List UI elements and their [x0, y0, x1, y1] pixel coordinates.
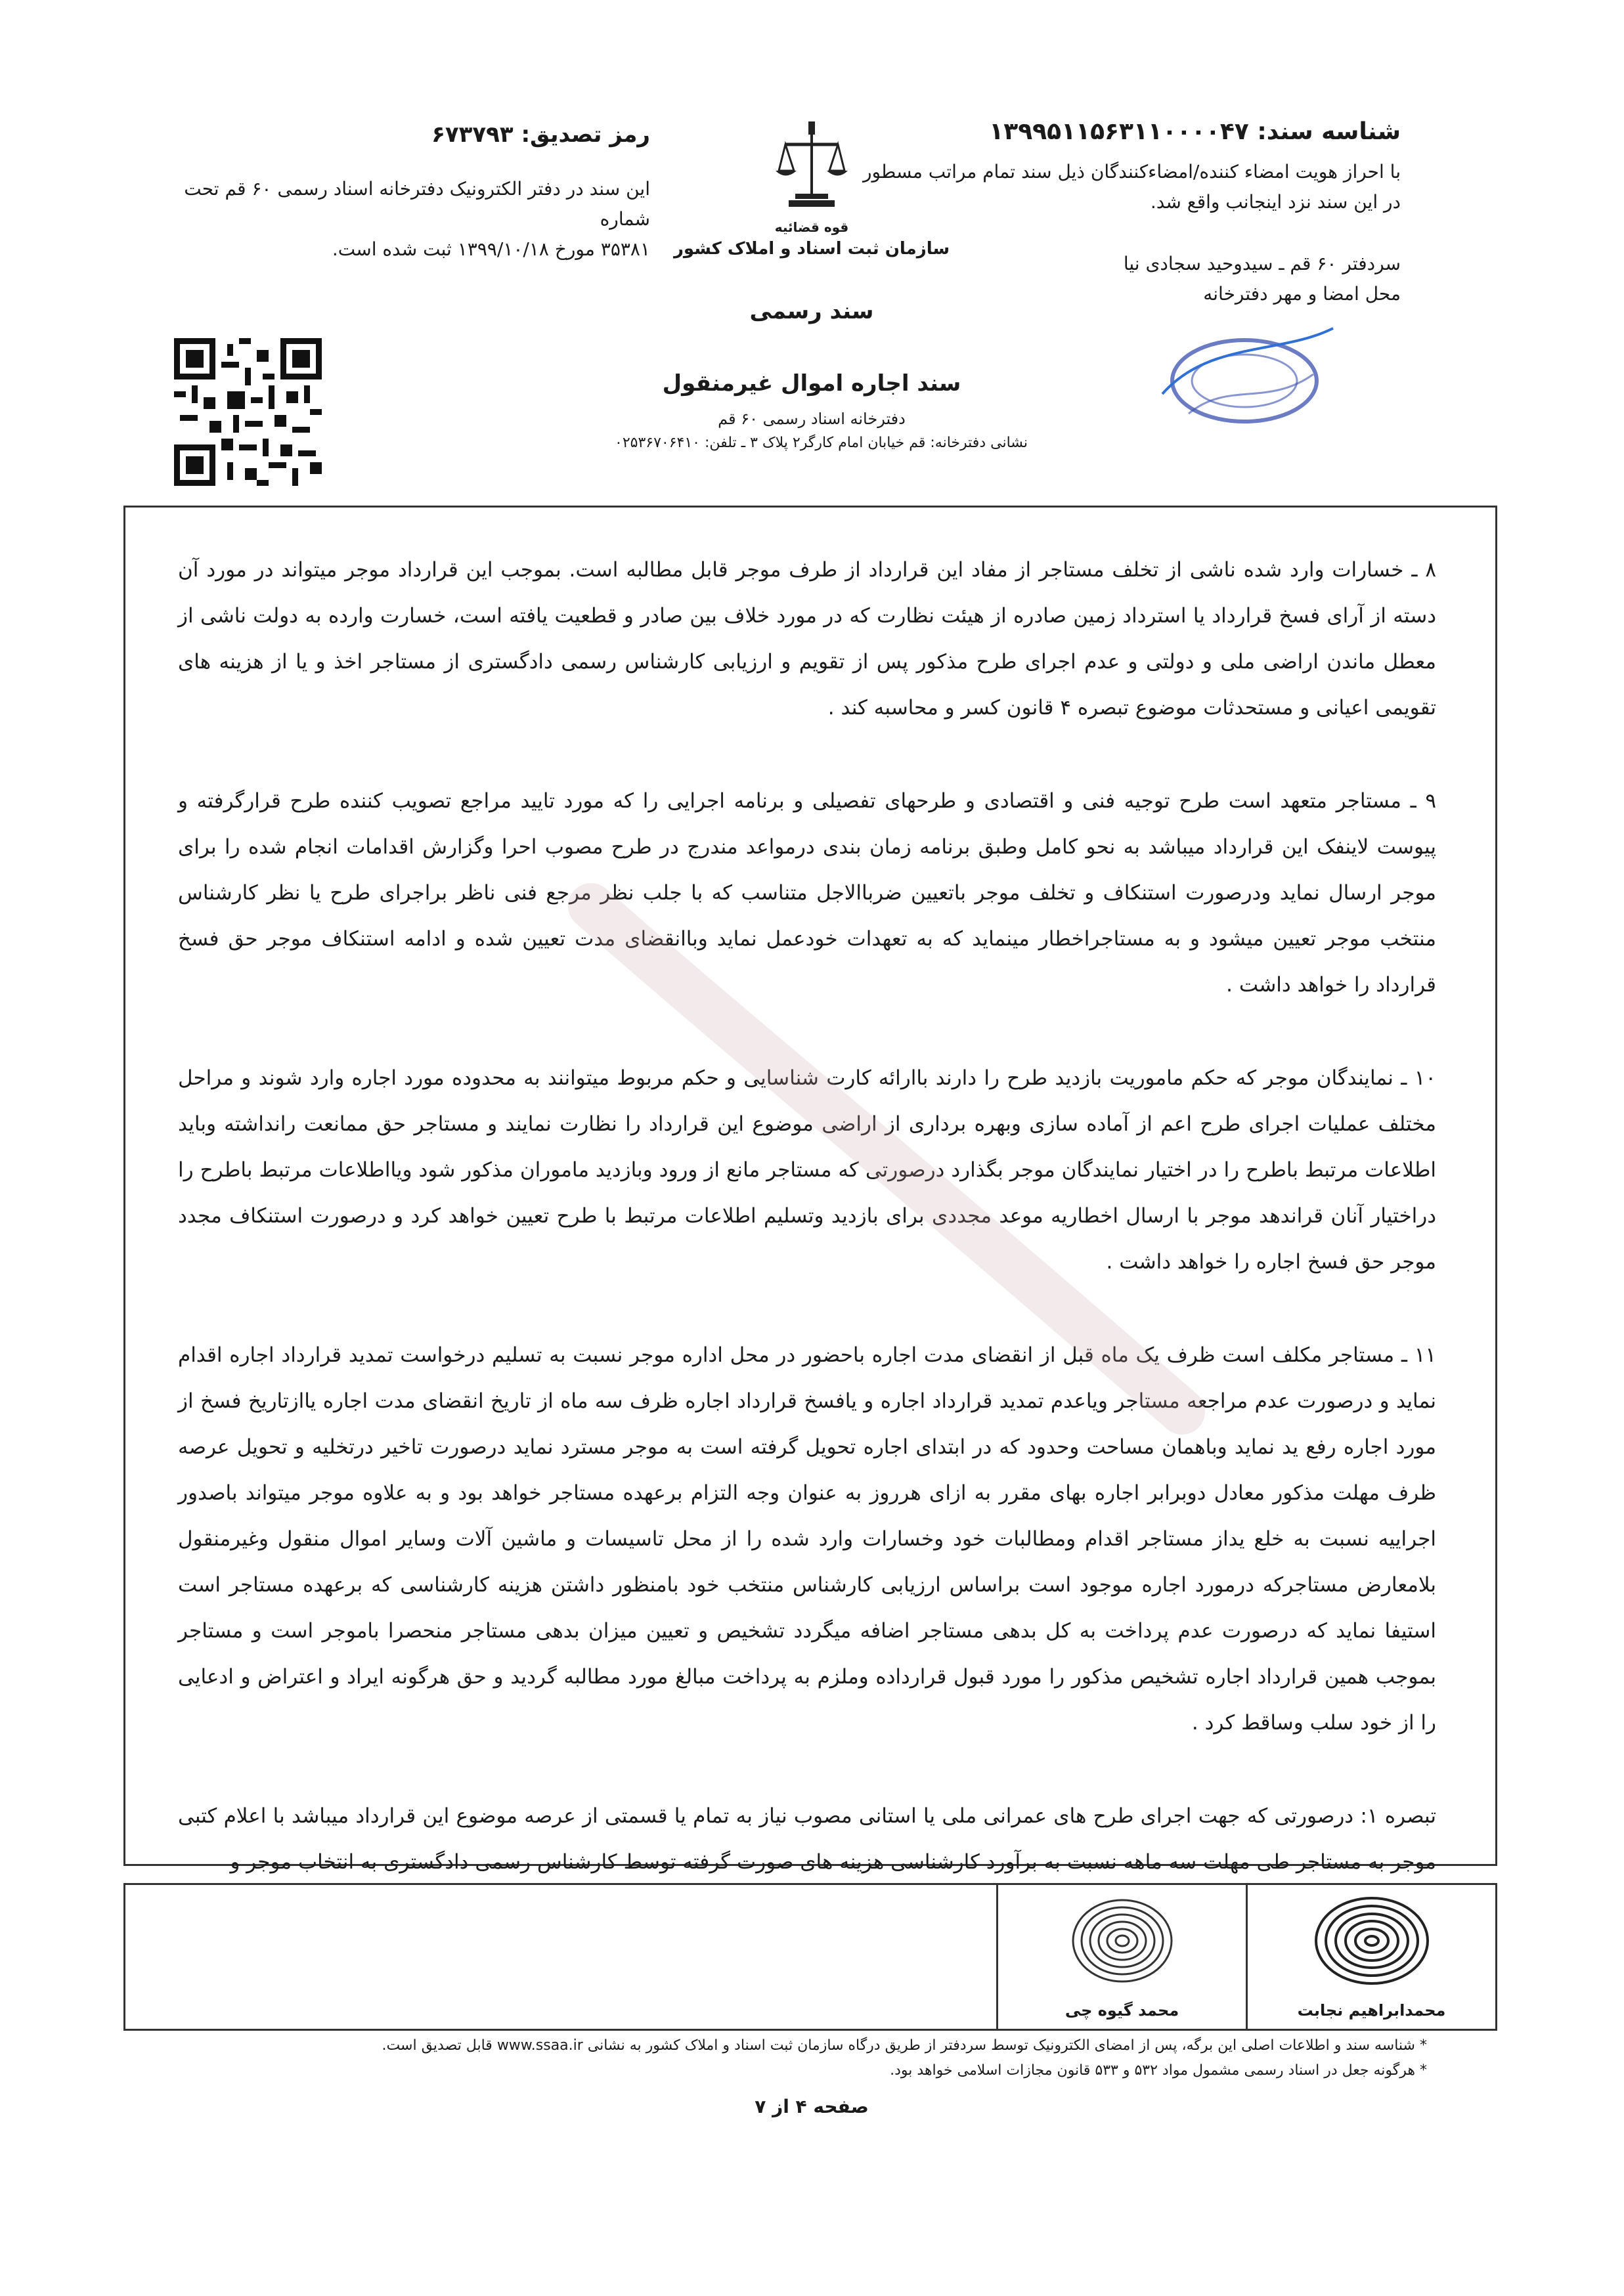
organization-name: سازمان ثبت اسناد و املاک کشور: [673, 239, 950, 259]
judiciary-emblem-icon: [776, 118, 848, 217]
notary-office: دفترخانه اسناد رسمی ۶۰ قم: [718, 410, 906, 428]
qr-code-icon: [174, 338, 322, 486]
body-text: [178, 547, 1436, 1885]
signer-name-2: محمد گیوه چی: [1064, 2001, 1179, 2020]
signature-box: [123, 1883, 1497, 2031]
clause-10: ۱۰ ـ نمایندگان موجر که حکم ماموریت بازدید طرح را دارند باارائه کارت شناسایی و حکم مربوط میتوانند به محدوده مورد اجاره وارد شوند و مراحل مختلف عملیات اجرای طرح اعم از آماده سازی وبهره برداری از اراضی موضوع این قرارداد را نظارت نمایند و مستاجر حق ممانعت رانداشته وباید اطلاعات مرتبط باطرح را در اختیار نمایندگان موجر بگذارد درصورتی که مستاجر مانع از ورود وبازدید ماموران مذکور شود ویااطلاعات مرتبط باطرح را دراختیار آنان قراندهد موجر با ارسال اخطاریه موعد مجددی برای بازدید وتسلیم اطلاعات مرتبط با طرح تعیین خواهد کرد و درصورت استنکاف مجدد موجر حق فسخ اجاره را خواهد داشت .: [178, 1066, 1436, 1274]
page-number: صفحه ۴ از ۷: [755, 2096, 869, 2117]
clause-8: ۸ ـ خسارات وارد شده ناشی از تخلف مستاجر از مفاد این قرارداد از طرف موجر قابل مطالبه است. بموجب این قرارداد موجر میتواند در مورد آن دسته از آرای فسخ قرارداد یا استرداد زمین صادره از هیئت نظارت که در مورد خلاف بین صادر و قطعیت یافته است، خسارت وارده به دولت ناشی از معطل ماندن اراضی ملی و دولتی و عدم اجرای طرح مذکور پس از تقویم و ارزیابی کارشناس رسمی دادگستری از مستاجر اخذ و یا از هزینه های تقویمی اعیانی و مستحدثات موضوع تبصره ۴ قانون کسر و محاسبه کند .: [178, 558, 1436, 720]
fingerprint-icon: [1309, 1892, 1434, 1990]
judiciary-label: قوه قضائیه: [774, 219, 849, 235]
document-title: سند اجاره اموال غیرمنقول: [662, 370, 961, 397]
document-type: سند رسمی: [749, 298, 874, 324]
header-center-block: [615, 118, 1028, 451]
signer-name-1: محمدابراهیم نجابت: [1297, 2001, 1446, 2020]
footer-note-2: * هرگونه جعل در اسناد رسمی مشمول مواد ۵۳۲ و ۵۳۳ قانون مجازات اسلامی خواهد بود.: [890, 2062, 1427, 2079]
document-id: شناسه سند: ۱۳۹۹۵۱۱۵۶۳۱۱۰۰۰۰۴۷: [989, 118, 1401, 145]
registration-line-2: ۳۵۳۸۱ مورخ ۱۳۹۹/۱۰/۱۸ ثبت شده است.: [332, 238, 650, 260]
header-left-block: [151, 121, 650, 265]
document-body: [123, 506, 1497, 1874]
note-1: تبصره ۱: درصورتی که جهت اجرای طرح های عمرانی ملی یا استانی مصوب نیاز به تمام یا قسمتی از عرصه موضوع این قرارداد میباشد با اعلام کتبی موجر به مستاجر طی مهلت سه ماهه نسبت به برآورد کارشناسی هزینه های صورت گرفته توسط کارشناس رسمی دادگستری به انتخاب موجر و: [178, 1804, 1436, 1874]
fingerprint-icon: [1066, 1892, 1178, 1990]
clause-9: ۹ ـ مستاجر متعهد است طرح توجیه فنی و اقتصادی و طرحهای تفصیلی و برنامه اجرایی را که مورد تایید مراجع تصویب کننده طرح قرارگرفته و پیوست لاینفک این قرارداد میباشد به نحو کامل وطبق برنامه زمان بندی درمواعد مندرج در طرح مصوب احرا وگزارش اقدامات انجام شده را برای موجر ارسال نماید ودرصورت استنکاف و تخلف موجر باتعیین ضرباالاجل متناسب که با جلب نظر مرجع فنی ناظر براجرای طرح یا نظر کارشناس منتخب موجر تعیین میشود و به مستاجراخطار مینماید که به تعهدات خودعمل نماید وباانقضای مدت تعیین شده و ادامه استنکاف موجر حق فسخ قرارداد را خواهد داشت .: [178, 789, 1436, 997]
identity-line-2: در این سند نزد اینجانب واقع شد.: [1150, 191, 1401, 213]
seal-place-label: محل امضا و مهر دفترخانه: [1203, 283, 1401, 305]
signer-cell-1: [1246, 1885, 1495, 2029]
verification-code: رمز تصدیق: ۶۷۳۷۹۳: [431, 121, 650, 148]
signer-cell-2: [996, 1885, 1246, 2029]
identity-line-1: با احراز هویت امضاء کننده/امضاءکنندگان ذیل سند تمام مراتب مسطور: [862, 161, 1401, 183]
office-address: نشانی دفترخانه: قم خیابان امام کارگر۲ پلاک ۳ ـ تلفن: ۰۲۵۳۶۷۰۶۴۱۰: [615, 435, 1028, 451]
footer-note-1: * شناسه سند و اطلاعات اصلی این برگه، پس از امضای الکترونیک توسط سردفتر از طریق درگاه سازمان ثبت اسناد و املاک کشور به نشانی www.ssaa.ir قابل تصدیق است.: [382, 2037, 1427, 2054]
registration-line-1: این سند در دفتر الکترونیک دفترخانه اسناد رسمی ۶۰ قم تحت شماره: [184, 178, 650, 230]
notary-name: سردفتر ۶۰ قم ـ سیدوحید سجادی نیا: [1123, 253, 1401, 274]
notary-stamp: [1149, 315, 1340, 433]
clause-11: ۱۱ ـ مستاجر مکلف است ظرف یک ماه قبل از انقضای مدت اجاره باحضور در محل اداره موجر نسبت به تسلیم درخواست تمدید قرارداد اجاره اقدام نماید و درصورت عدم مراجعه مستاجر ویاعدم تمدید قرارداد اجاره و یافسخ قرارداد اجاره ظرف سه ماه از تاریخ انقضای مدت اجاره یاازتاریخ فسخ از مورد اجاره رفع ید نماید وباهمان مساحت وحدود که در ابتدای اجاره تحویل گرفته است به موجر مسترد نماید درصورت تاخیر درتخلیه و تحویل عرصه ظرف مهلت مذکور معادل دوبرابر اجاره بهای مقرر به ازای هرروز به عنوان وجه التزام برعهده مستاجر خواهد بود و به علاوه موجر میتواند باصدور اجراییه نسبت به خلع یداز مستاجر اقدام ومطالبات خود وخسارات وارد شده را از محل تاسیسات و ماشین آلات وسایر اموال منقول وغیرمنقول بلامعارض مستاجرکه درمورد اجاره موجود است براساس ارزیابی کارشناس منتخب خود بامنظور داشتن هزینه کارشناسی که برعهده مستاجر است استیفا نماید که درصورت عدم پرداخت به کل بدهی مستاجر اضافه میگردد تشخیص و تعیین میزان بدهی مستاجر منحصرا باموجر است و مستاجر بموجب همین قرارداد اجاره تشخیص مذکور را مورد قبول قرارداده وملزم به پرداخت مبالغ مورد مطالبه گردید و حق هرگونه ایراد و اعتراض و ادعایی را از خود سلب وساقط کرد .: [178, 1343, 1436, 1735]
